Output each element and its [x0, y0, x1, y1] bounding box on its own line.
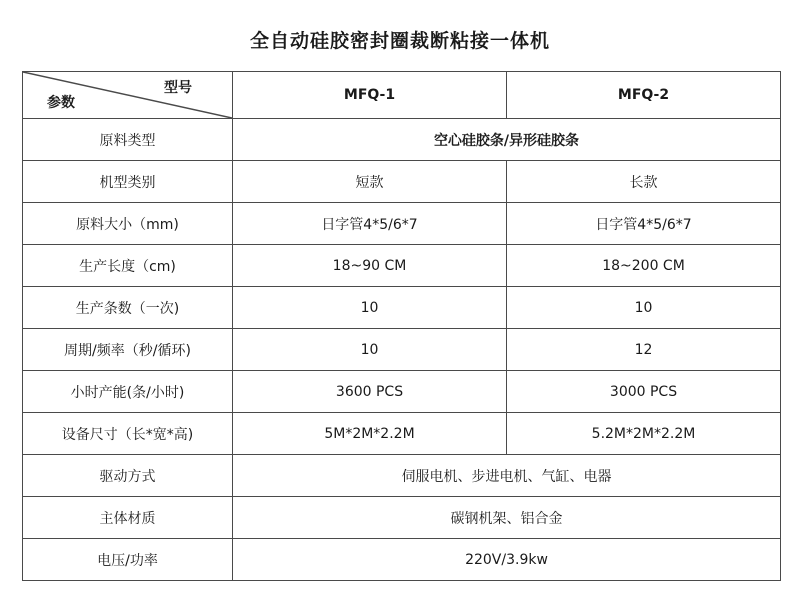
table-row [23, 245, 781, 287]
row-label: 小时产能(条/小时) [23, 371, 233, 413]
row-label: 生产条数（一次) [23, 287, 233, 329]
table-row [23, 539, 781, 581]
row-label: 原料类型 [23, 119, 233, 161]
row-value: 3600 PCS [233, 371, 507, 413]
row-label: 机型类别 [23, 161, 233, 203]
row-label: 设备尺寸（长*宽*高) [23, 413, 233, 455]
row-value: 10 [233, 287, 507, 329]
table-row [23, 287, 781, 329]
row-value-merged: 220V/3.9kw [233, 539, 781, 581]
model-header-1: MFQ-1 [233, 72, 507, 119]
row-label: 周期/频率（秒/循环) [23, 329, 233, 371]
row-value: 短款 [233, 161, 507, 203]
row-value: 12 [507, 329, 781, 371]
table-row [23, 371, 781, 413]
table-row [23, 329, 781, 371]
row-value: 3000 PCS [507, 371, 781, 413]
corner-label-model: 型号 [164, 80, 192, 96]
corner-label-param: 参数 [47, 95, 75, 111]
row-value: 5.2M*2M*2.2M [507, 413, 781, 455]
row-label: 驱动方式 [23, 455, 233, 497]
row-value: 5M*2M*2.2M [233, 413, 507, 455]
row-value: 18~90 CM [233, 245, 507, 287]
corner-cell [23, 72, 233, 119]
spec-table [22, 71, 781, 581]
row-value: 18~200 CM [507, 245, 781, 287]
row-value-merged: 空心硅胶条/异形硅胶条 [233, 119, 781, 161]
row-value: 长款 [507, 161, 781, 203]
row-value: 10 [233, 329, 507, 371]
table-row [23, 119, 781, 161]
row-value-merged: 伺服电机、步进电机、气缸、电器 [233, 455, 781, 497]
row-value: 日字管4*5/6*7 [507, 203, 781, 245]
table-row [23, 497, 781, 539]
row-label: 生产长度（cm) [23, 245, 233, 287]
table-header-row [23, 72, 781, 119]
row-label: 主体材质 [23, 497, 233, 539]
row-label: 电压/功率 [23, 539, 233, 581]
row-label: 原料大小（mm) [23, 203, 233, 245]
row-value: 日字管4*5/6*7 [233, 203, 507, 245]
table-row [23, 161, 781, 203]
table-row [23, 203, 781, 245]
row-value: 10 [507, 287, 781, 329]
document-title: 全自动硅胶密封圈裁断粘接一体机 [249, 30, 550, 52]
model-header-2: MFQ-2 [507, 72, 781, 119]
table-row [23, 455, 781, 497]
row-value-merged: 碳钢机架、铝合金 [233, 497, 781, 539]
table-row [23, 413, 781, 455]
